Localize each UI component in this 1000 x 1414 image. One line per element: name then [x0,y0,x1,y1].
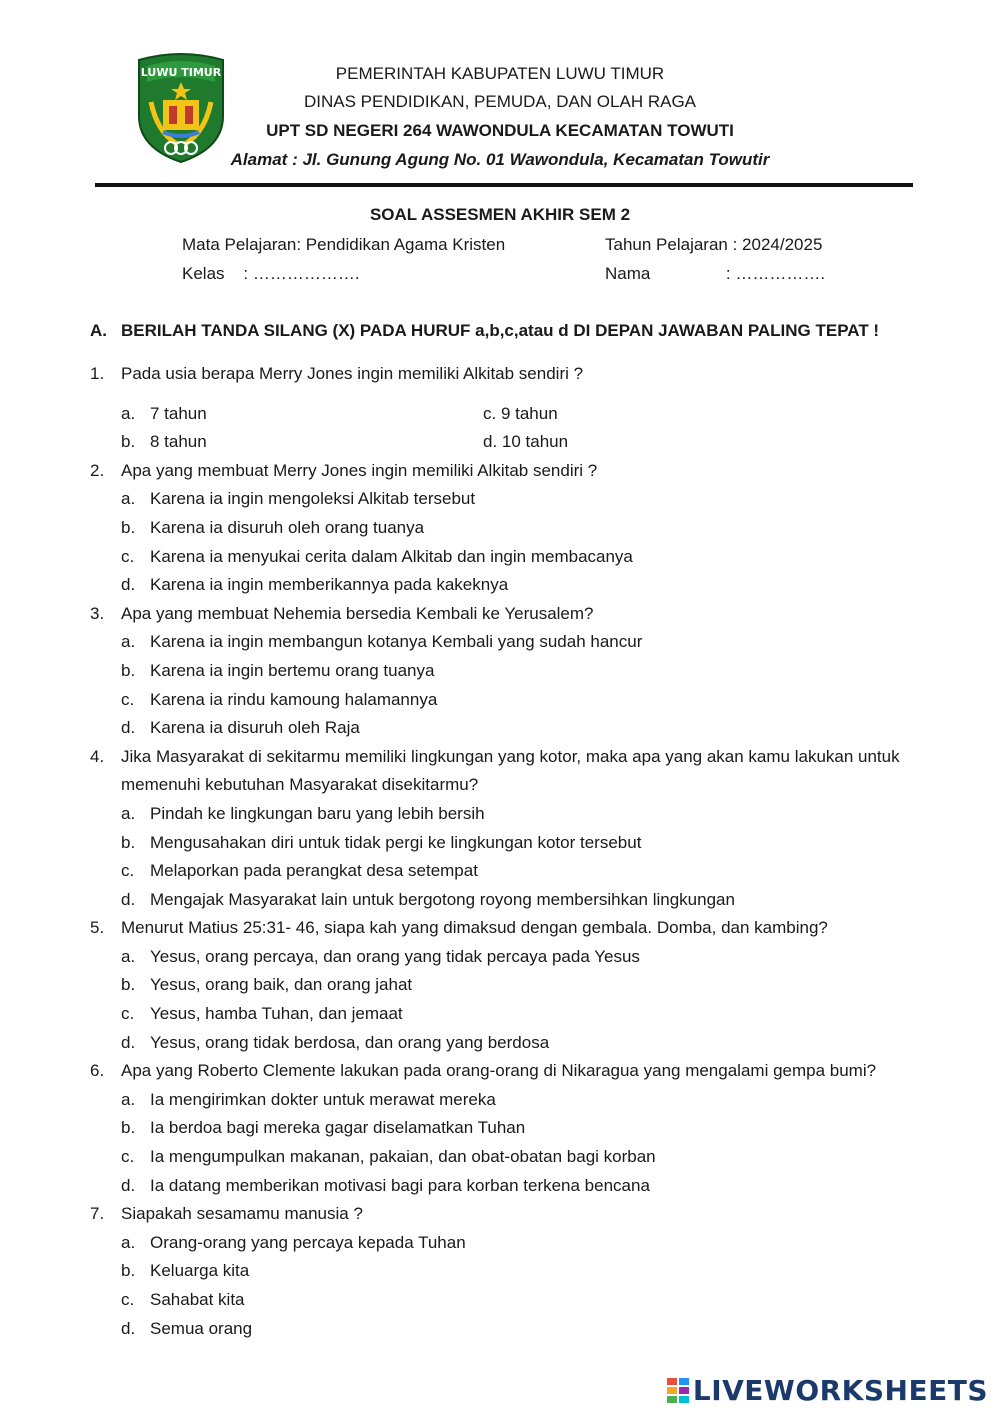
option-b[interactable]: b. 8 tahun [121,432,207,452]
option-a[interactable]: a. Yesus, orang percaya, dan orang yang tidak percaya pada Yesus [121,946,640,966]
question-number: 4. [90,746,105,766]
question-text: Apa yang Roberto Clemente lakukan pada orang-orang di Nikaragua yang mengalami gempa bumi? [121,1061,877,1081]
question-6-options [90,1086,950,1200]
question-list [90,360,950,1343]
header-school: UPT SD NEGERI 264 WAWONDULA KECAMATAN TOWUTI [266,121,734,140]
section-label: A. [90,321,107,340]
question-number: 7. [90,1204,105,1224]
option-b[interactable]: b. Yesus, orang baik, dan orang jahat [121,975,413,995]
question-1-options [90,400,950,457]
option-b[interactable]: b. Ia berdoa bagi mereka gagar diselamatkan Tuhan [121,1118,526,1138]
option-c[interactable]: c. Sahabat kita [121,1290,245,1309]
option-d[interactable]: d. Mengajak Masyarakat lain untuk bergotong royong membersihkan lingkungan [121,889,735,909]
logo-text: LUWU TIMUR [140,66,222,79]
option-c[interactable]: c. Karena ia rindu kamoung halamannya [121,689,438,709]
option-b[interactable]: b. Karena ia ingin bertemu orang tuanya [121,660,435,680]
question-text: Menurut Matius 25:31- 46, siapa kah yang dimaksud dengan gembala. Domba, dan kambing? [121,918,828,938]
option-d[interactable]: d. Karena ia disuruh oleh Raja [121,718,360,738]
option-c[interactable]: c. Karena ia menyukai cerita dalam Alkitab dan ingin membacanya [121,546,633,566]
question-number: 3. [90,603,105,623]
question-5 [90,914,950,943]
option-a[interactable]: a. Ia mengirimkan dokter untuk merawat mereka [121,1089,496,1109]
header-address: Alamat : Jl. Gunung Agung No. 01 Wawondula, Kecamatan Towutir [230,150,770,169]
year-info: Tahun Pelajaran : 2024/2025 [605,235,823,254]
option-c[interactable]: c. Yesus, hamba Tuhan, dan jemaat [121,1004,403,1024]
question-7-options [90,1229,950,1343]
exam-title: SOAL ASSESMEN AKHIR SEM 2 [369,205,631,224]
question-6 [90,1057,950,1086]
liveworksheets-brand[interactable] [667,1374,988,1407]
question-3-options [90,628,950,742]
question-number: 6. [90,1061,105,1081]
option-d[interactable]: d. Semua orang [121,1318,253,1338]
question-7 [90,1200,950,1229]
question-2-options [90,485,950,599]
question-2 [90,457,950,486]
question-text: Siapakah sesamamu manusia ? [121,1204,363,1224]
question-number: 2. [90,460,105,480]
subject-info: Mata Pelajaran: Pendidikan Agama Kristen [182,235,506,254]
question-text: Jika Masyarakat di sekitarmu memiliki lingkungan yang kotor, maka apa yang akan kamu lakukan untuk memenuhi kebutuhan Masyarakat disekitarmu? [121,746,900,795]
option-d[interactable]: d. Ia datang memberikan motivasi bagi para korban terkena bencana [121,1175,650,1195]
question-number: 5. [90,918,105,938]
option-b[interactable]: b. Karena ia disuruh oleh orang tuanya [121,517,425,537]
option-d[interactable]: d. 10 tahun [483,432,569,452]
option-a[interactable]: a. Orang-orang yang percaya kepada Tuhan [121,1232,466,1252]
question-number: 1. [90,364,105,383]
option-d[interactable]: d. Karena ia ingin memberikannya pada kakeknya [121,575,509,595]
question-4-options [90,800,950,914]
option-c[interactable]: c. Melaporkan pada perangkat desa setempat [121,861,478,881]
option-a[interactable]: a. Karena ia ingin membangun kotanya Kembali yang sudah hancur [121,632,643,652]
question-1 [90,360,950,389]
header-department: DINAS PENDIDIKAN, PEMUDA, DAN OLAH RAGA [303,92,697,111]
option-b[interactable]: b. Mengusahakan diri untuk tidak pergi ke lingkungan kotor tersebut [121,832,642,852]
question-3 [90,600,950,629]
name-field: Nama : ……………. [605,264,826,283]
question-text: Apa yang membuat Merry Jones ingin memiliki Alkitab sendiri ? [121,460,598,480]
option-a[interactable]: a. 7 tahun [121,403,207,423]
question-4 [90,743,950,800]
header-government: PEMERINTAH KABUPATEN LUWU TIMUR [335,64,665,83]
header-divider [95,183,913,187]
option-a[interactable]: a. Pindah ke lingkungan baru yang lebih bersih [121,803,485,823]
brand-text: LIVEWORKSHEETS [692,1374,988,1407]
option-d[interactable]: d. Yesus, orang tidak berdosa, dan orang yang berdosa [121,1032,550,1052]
liveworksheets-icon [667,1378,689,1404]
option-c[interactable]: c. Ia mengumpulkan makanan, pakaian, dan obat-obatan bagi korban [121,1147,656,1167]
question-text: Pada usia berapa Merry Jones ingin memiliki Alkitab sendiri ? [121,364,584,383]
option-b[interactable]: b. Keluarga kita [121,1261,250,1281]
question-5-options [90,943,950,1057]
question-text: Apa yang membuat Nehemia bersedia Kembali ke Yerusalem? [121,603,594,623]
option-c[interactable]: c. 9 tahun [483,403,558,423]
class-field: Kelas : ………………. [182,264,360,283]
section-a-instruction [90,319,879,343]
section-instruction-text: BERILAH TANDA SILANG (X) PADA HURUF a,b,c,atau d DI DEPAN JAWABAN PALING TEPAT ! [121,321,880,340]
option-a[interactable]: a. Karena ia ingin mengoleksi Alkitab tersebut [121,489,476,509]
